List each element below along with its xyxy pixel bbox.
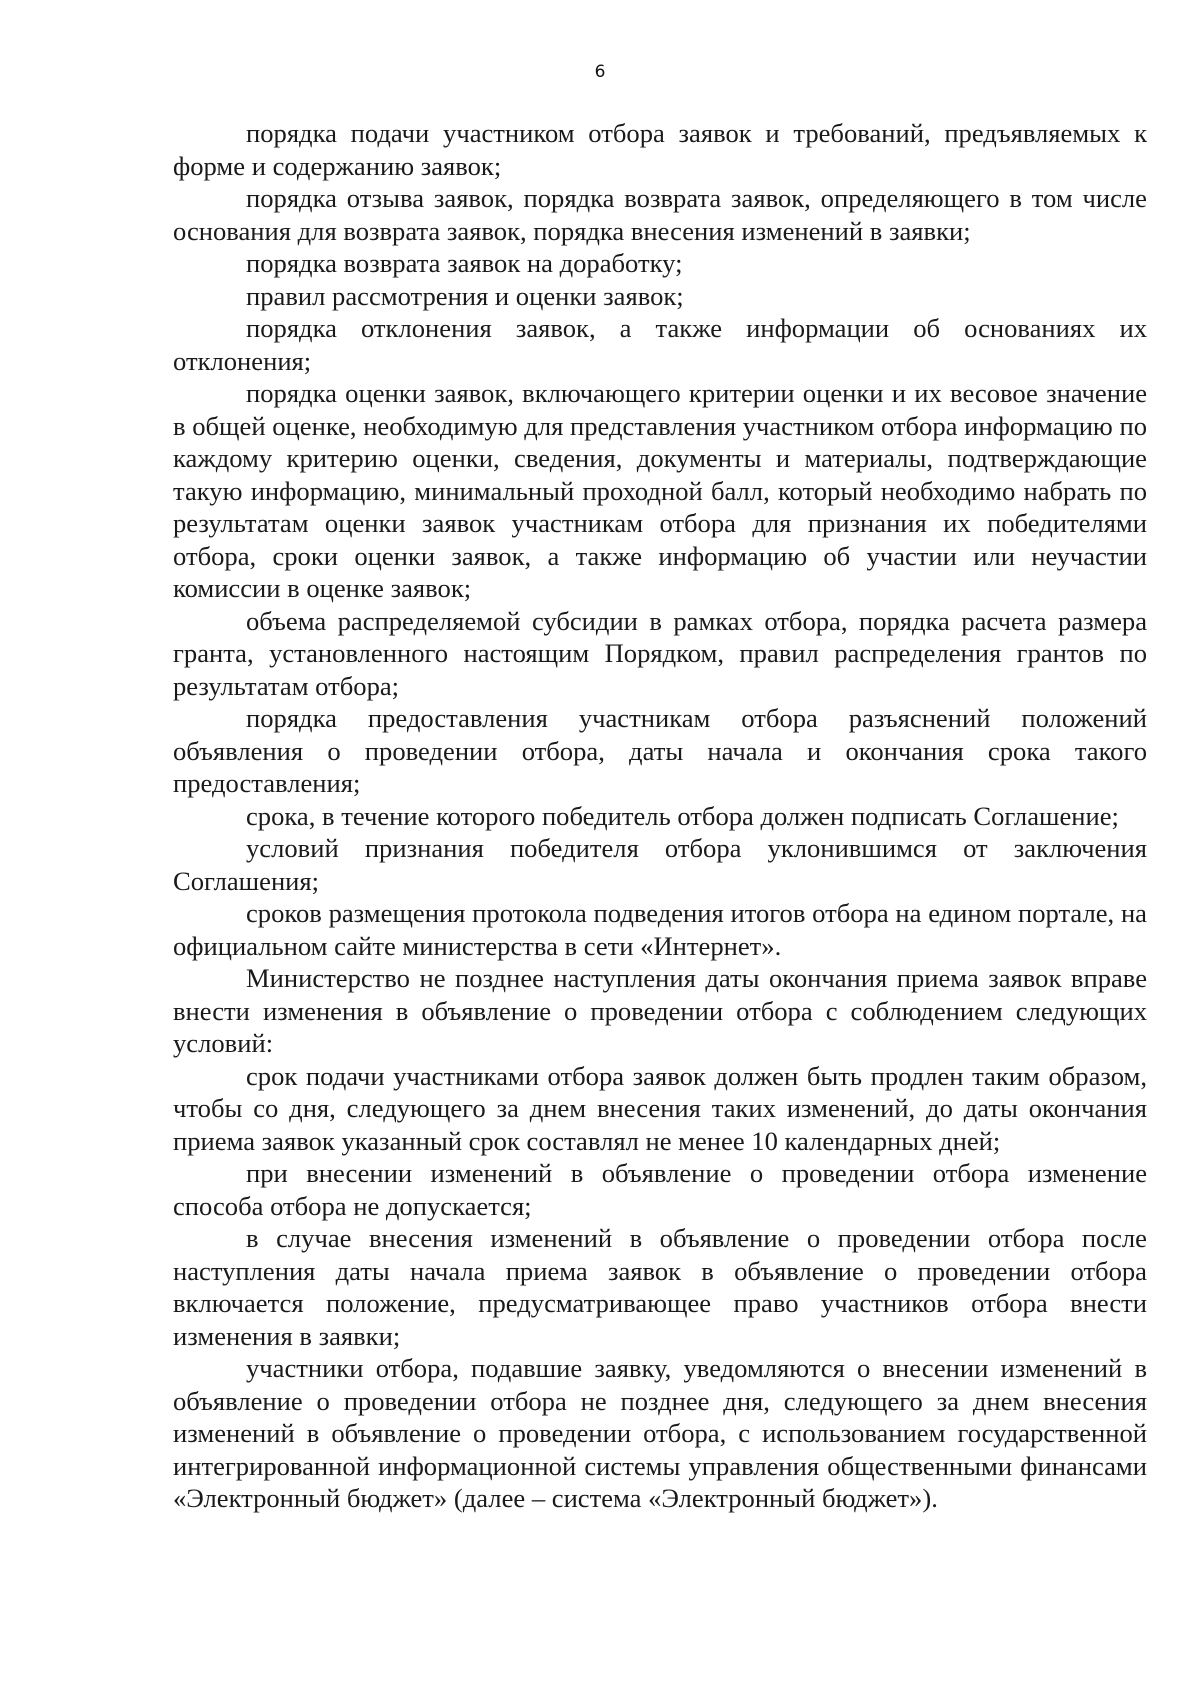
paragraph: порядка подачи участником отбора заявок и требований, предъявляемых к форме и содержанию заявок; [173, 118, 1147, 181]
paragraph: объема распределяемой субсидии в рамках отбора, порядка расчета размера гранта, установленного настоящим Порядком, правил распределения грантов по результатам отбора; [173, 605, 1147, 701]
document-body [173, 117, 1147, 1515]
paragraph: сроков размещения протокола подведения итогов отбора на едином портале, на официальном сайте министерства в сети «Интернет». [173, 898, 1147, 961]
paragraph: Министерство не позднее наступления даты окончания приема заявок вправе внести изменения в объявление о проведении отбора с соблюдением следующих условий: [173, 963, 1147, 1058]
paragraph: порядка отзыва заявок, порядка возврата заявок, определяющего в том числе основания для возврата заявок, порядка внесения изменений в заявки; [173, 183, 1147, 246]
paragraph: срока, в течение которого победитель отбора должен подписать Соглашение; [246, 800, 1119, 831]
paragraph: срок подачи участниками отбора заявок должен быть продлен таким образом, чтобы со дня, следующего за днем внесения таких изменений, до даты окончания приема заявок указанный срок составлял не менее 10 календарных дней; [173, 1060, 1147, 1156]
paragraph: порядка возврата заявок на доработку; [246, 248, 683, 278]
paragraph: порядка предоставления участникам отбора разъяснений положений объявления о проведении отбора, даты начала и окончания срока такого предоставления; [173, 703, 1147, 798]
paragraph: участники отбора, подавшие заявку, уведомляются о внесении изменений в объявление о проведении отбора не позднее дня, следующего за днем внесения изменений в объявление о проведении отбора, с использованием государственной интегрированной информационной системы управления общественными финансами «Электронный бюджет» (далее – система «Электронный бюджет»). [173, 1353, 1147, 1513]
page-number: 6 [594, 62, 606, 82]
paragraph: в случае внесения изменений в объявление о проведении отбора после наступления даты начала приема заявок в объявление о проведении отбора включается положение, предусматривающее право участников отбора внести изменения в заявки; [173, 1223, 1147, 1351]
paragraph: правил рассмотрения и оценки заявок; [246, 280, 684, 311]
paragraph: условий признания победителя отбора уклонившимся от заключения Соглашения; [173, 833, 1147, 896]
paragraph: при внесении изменений в объявление о проведении отбора изменение способа отбора не допускается; [173, 1158, 1147, 1221]
paragraph: порядка оценки заявок, включающего критерии оценки и их весовое значение в общей оценке, необходимую для представления участником отбора информацию по каждому критерию оценки, сведения, документы и материалы, подтверждающие такую информацию, минимальный проходной балл, который необходимо набрать по результатам оценки заявок участникам отбора для признания их победителями отбора, сроки оценки заявок, а также информацию об участии или неучастии комиссии в оценке заявок; [173, 378, 1147, 603]
paragraph: порядка отклонения заявок, а также информации об основаниях их отклонения; [173, 313, 1147, 376]
